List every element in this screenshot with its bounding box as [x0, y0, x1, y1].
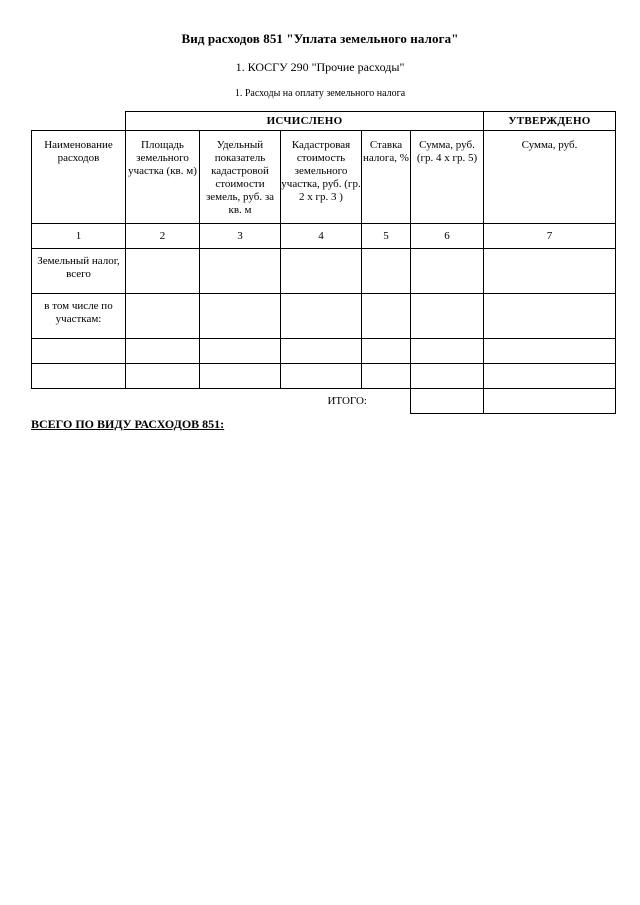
table-row	[32, 364, 616, 389]
column-header: Наименование расходов	[32, 131, 126, 224]
table-cell	[411, 364, 484, 389]
table-cell	[200, 249, 281, 294]
column-header: Удельный показатель кадастровой стоимости земель, руб. за кв. м	[200, 131, 281, 224]
section-heading: 1. Расходы на оплату земельного налога	[234, 88, 406, 99]
column-number: 2	[126, 224, 200, 249]
row-label	[32, 339, 126, 364]
table-cell	[126, 294, 200, 339]
column-header: Кадастровая стоимость земельного участка, руб. (гр. 2 х гр. 3 )	[281, 131, 362, 224]
empty-corner-cell	[32, 112, 126, 131]
table-cell	[362, 339, 411, 364]
column-header: Сумма, руб.	[484, 131, 616, 224]
row-label: Земельный налог, всего	[32, 249, 126, 294]
table-cell	[126, 249, 200, 294]
table-cell	[200, 294, 281, 339]
total-cell	[484, 389, 616, 414]
column-number: 3	[200, 224, 281, 249]
document-subtitle: 1. КОСГУ 290 "Прочие расходы"	[235, 60, 405, 74]
column-number: 1	[32, 224, 126, 249]
table-cell	[362, 364, 411, 389]
table-cell	[126, 364, 200, 389]
table-cell	[362, 294, 411, 339]
table-cell	[281, 339, 362, 364]
table-cell	[362, 249, 411, 294]
expense-table	[31, 111, 616, 414]
table-cell	[200, 364, 281, 389]
table-cell	[484, 339, 616, 364]
column-header: Площадь земельного участка (кв. м)	[126, 131, 200, 224]
table-row	[32, 339, 616, 364]
group-approved-header: УТВЕРЖДЕНО	[484, 112, 616, 131]
table-cell	[126, 339, 200, 364]
total-row	[32, 389, 616, 414]
total-label: ИТОГО:	[327, 394, 367, 407]
column-number: 5	[362, 224, 411, 249]
column-number: 6	[411, 224, 484, 249]
column-number: 7	[484, 224, 616, 249]
table-cell	[411, 249, 484, 294]
row-label	[32, 364, 126, 389]
column-header-row	[32, 131, 616, 224]
total-cell	[411, 389, 484, 414]
table-cell	[281, 294, 362, 339]
column-header: Ставка налога, %	[362, 131, 411, 224]
table-cell	[411, 294, 484, 339]
table-cell	[484, 364, 616, 389]
row-label: в том числе по участкам:	[32, 294, 126, 339]
table-cell	[281, 249, 362, 294]
column-number: 4	[281, 224, 362, 249]
table-cell	[411, 339, 484, 364]
grand-total-label: ВСЕГО ПО ВИДУ РАСХОДОВ 851:	[31, 417, 225, 431]
table-cell	[200, 339, 281, 364]
group-calculated-header: ИСЧИСЛЕНО	[126, 112, 484, 131]
table-cell	[281, 364, 362, 389]
table-row	[32, 294, 616, 339]
table-cell	[484, 294, 616, 339]
group-header-row	[32, 112, 616, 131]
table-cell	[484, 249, 616, 294]
table-row	[32, 249, 616, 294]
column-header: Сумма, руб. (гр. 4 х гр. 5)	[411, 131, 484, 224]
document-title: Вид расходов 851 "Уплата земельного налога"	[181, 31, 459, 46]
column-number-row	[32, 224, 616, 249]
